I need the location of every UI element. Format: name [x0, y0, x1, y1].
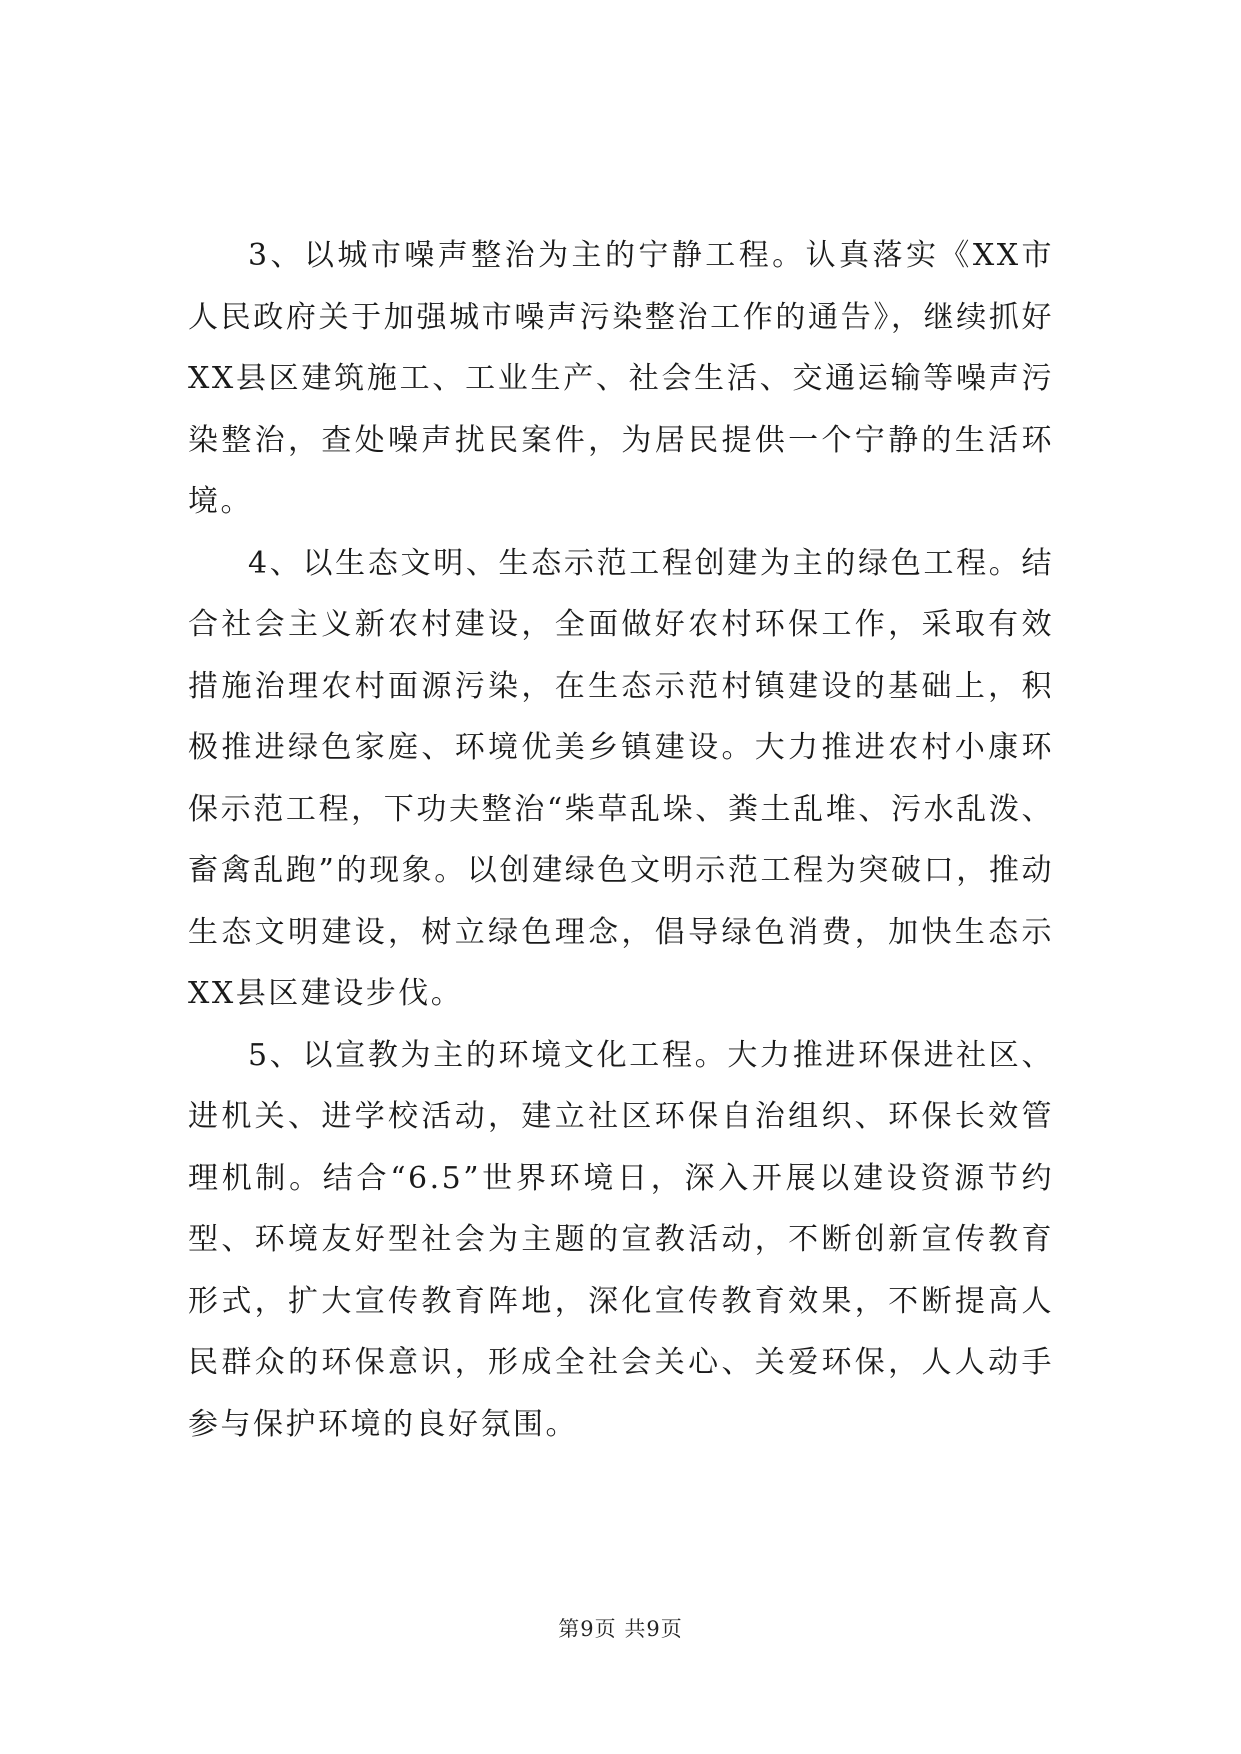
document-body	[188, 225, 1054, 1455]
paragraph-item-5: 5、以宣教为主的环境文化工程。大力推进环保进社区、进机关、进学校活动，建立社区环保自治组织、环保长效管理机制。结合“6.5”世界环境日，深入开展以建设资源节约型、环境友好型社会为主题的宣教活动，不断创新宣传教育形式，扩大宣传教育阵地，深化宣传教育效果，不断提高人民群众的环保意识，形成全社会关心、关爱环保，人人动手参与保护环境的良好氛围。	[188, 1037, 1054, 1442]
paragraph-item-4: 4、以生态文明、生态示范工程创建为主的绿色工程。结合社会主义新农村建设，全面做好农村环保工作，采取有效措施治理农村面源污染，在生态示范村镇建设的基础上，积极推进绿色家庭、环境优美乡镇建设。大力推进农村小康环保示范工程，下功夫整治“柴草乱垛、粪土乱堆、污水乱泼、畜禽乱跑”的现象。以创建绿色文明示范工程为突破口，推动生态文明建设，树立绿色理念，倡导绿色消费，加快生态示XX县区建设步伐。	[188, 545, 1054, 1011]
paragraph-item-3: 3、以城市噪声整治为主的宁静工程。认真落实《XX市人民政府关于加强城市噪声污染整治工作的通告》，继续抓好XX县区建筑施工、工业生产、社会生活、交通运输等噪声污染整治，查处噪声扰民案件，为居民提供一个宁静的生活环境。	[188, 238, 1054, 519]
page-number-footer: 第9页 共9页	[558, 1617, 683, 1641]
